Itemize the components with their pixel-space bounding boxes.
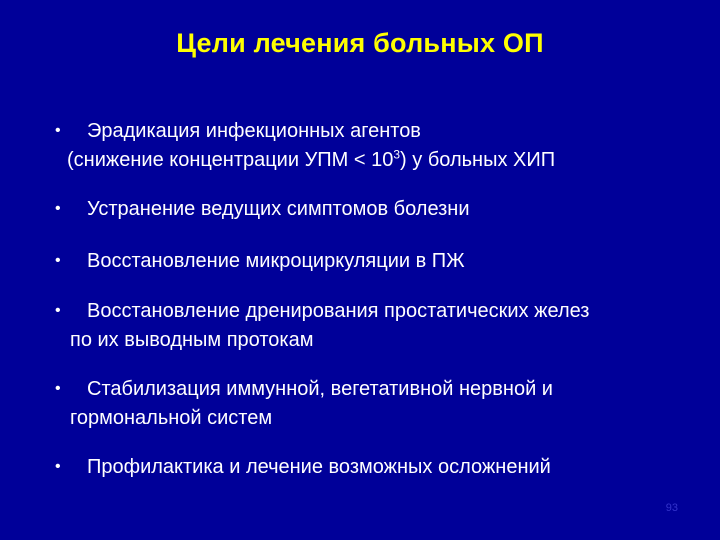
- bullet-icon: •: [55, 252, 61, 269]
- bullet-item-microcirculation: [55, 246, 465, 276]
- bullet-item-stabilization: [55, 374, 553, 433]
- bullet-item-drainage: [55, 296, 589, 355]
- bullet-icon: •: [55, 302, 61, 319]
- bullet-text: Профилактика и лечение возможных осложнений: [87, 456, 551, 478]
- bullet-text: Эрадикация инфекционных агентов: [87, 120, 421, 142]
- slide-title: Цели лечения больных ОП: [176, 28, 544, 58]
- bullet-text: Восстановление микроциркуляции в ПЖ: [87, 250, 465, 272]
- bullet-text-continuation: по их выводным протокам: [70, 329, 314, 351]
- page-number: 93: [665, 502, 678, 514]
- bullet-text: Восстановление дренирования простатических желез: [87, 300, 590, 322]
- bullet-icon: •: [55, 380, 61, 397]
- bullet-text-continuation: гормональной систем: [70, 407, 273, 429]
- bullet-icon: •: [55, 458, 61, 475]
- bullet-item-prevention: [55, 452, 551, 482]
- bullet-item-symptoms: [55, 194, 470, 224]
- bullet-text: Стабилизация иммунной, вегетативной нервной и: [87, 378, 553, 400]
- bullet-text-continuation: (снижение концентрации УПМ < $10^3$) у больных ХИП: [67, 147, 556, 171]
- bullet-text: Устранение ведущих симптомов болезни: [87, 198, 470, 220]
- bullet-icon: •: [55, 122, 61, 139]
- bullet-icon: •: [55, 200, 61, 217]
- superscript: 3: [393, 147, 401, 162]
- bullet-item-eradication: [55, 116, 555, 175]
